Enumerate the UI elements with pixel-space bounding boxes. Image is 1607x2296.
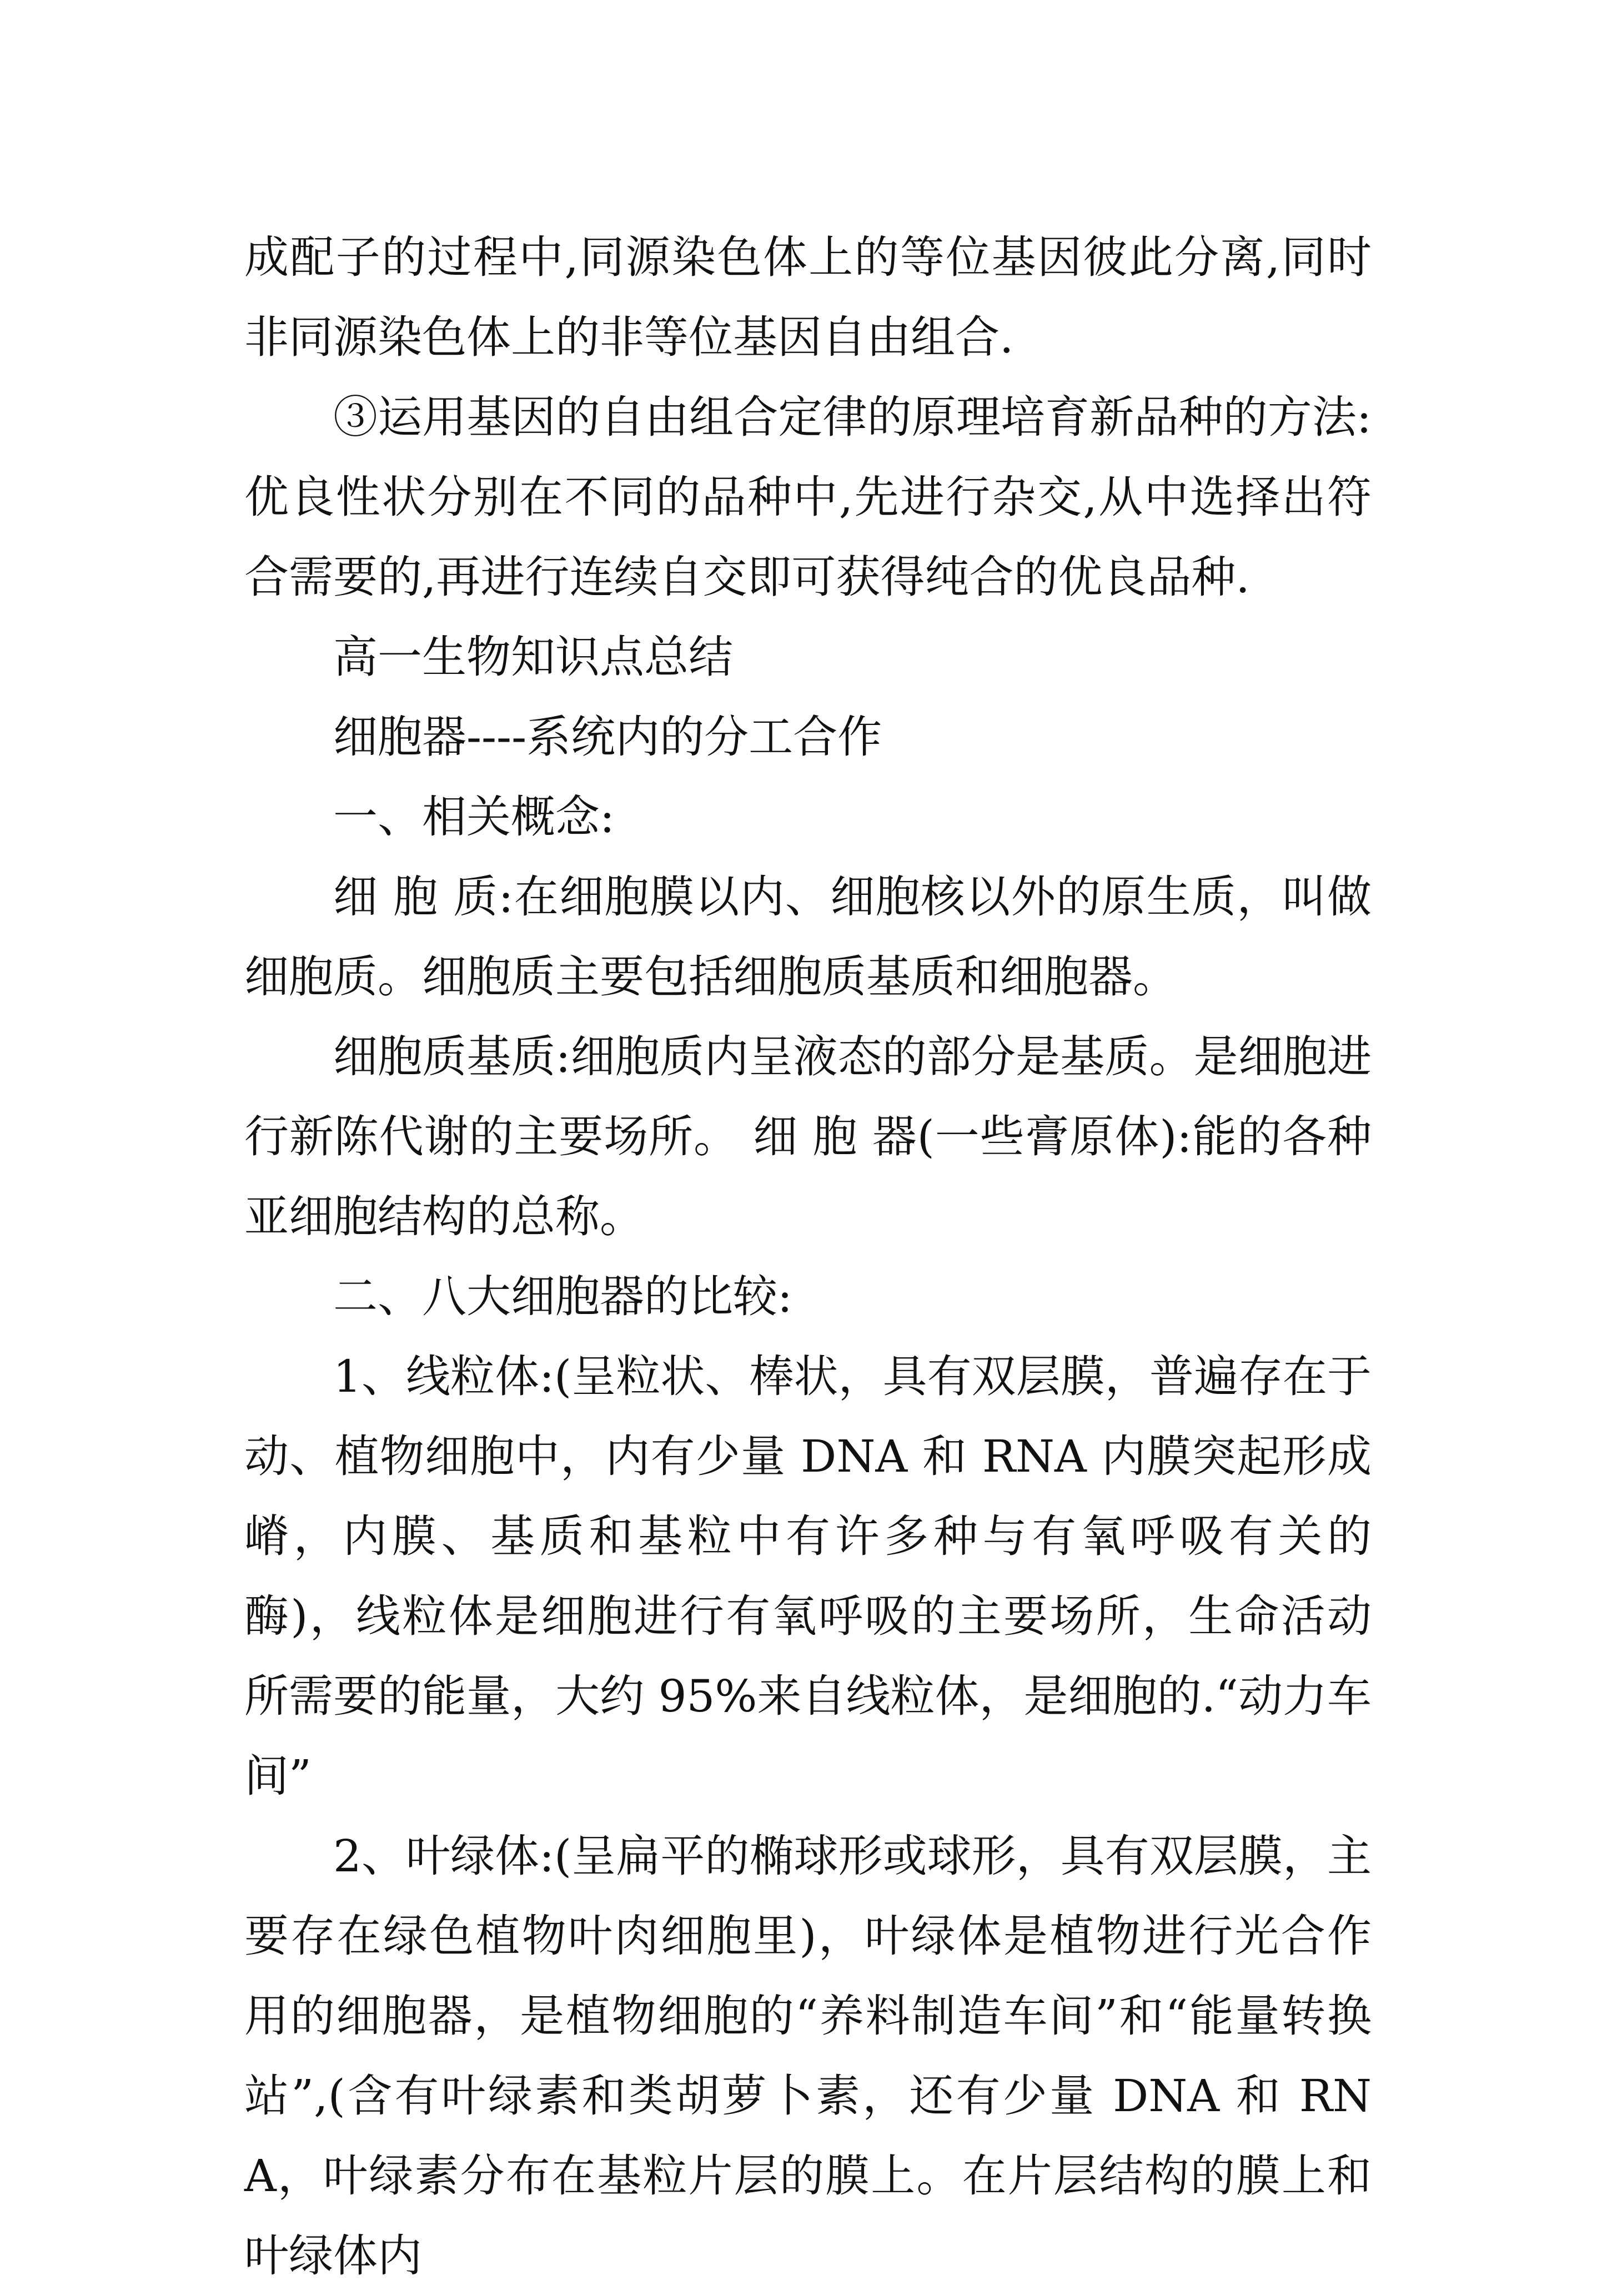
heading-related-concepts: 一、相关概念:	[333, 791, 615, 843]
paragraph-cytosol: 细胞质基质:细胞质内呈液态的部分是基质。是细胞进行新陈代谢的主要场所。 细 胞 器(一些膏原体):能的各种亚细胞结构的总称。	[244, 1031, 1372, 1242]
paragraph-breeding-method: ③运用基因的自由组合定律的原理培育新品种的方法:优良性状分别在不同的品种中,先进行杂交,从中选择出符合需要的,再进行连续自交即可获得纯合的优良品种.	[244, 391, 1372, 603]
subsection-heading: 细胞器----系统内的分工合作	[333, 711, 882, 763]
heading-organelle-comparison: 二、八大细胞器的比较:	[333, 1271, 792, 1322]
document-page	[244, 218, 1372, 2296]
paragraph-meiosis-continued: 成配子的过程中,同源染色体上的等位基因彼此分离,同时非同源染色体上的非等位基因自由组合.	[244, 231, 1372, 363]
paragraph-cytoplasm: 细 胞 质:在细胞膜以内、细胞核以外的原生质，叫做细胞质。细胞质主要包括细胞质基质和细胞器。	[244, 871, 1372, 1003]
paragraph-chloroplast: 2、叶绿体:(呈扁平的椭球形或球形，具有双层膜，主要存在绿色植物叶肉细胞里)，叶绿体是植物进行光合作用的细胞器，是植物细胞的“养料制造车间”和“能量转换站”,(含有叶绿素和类胡萝卜素，还有少量 DNA 和 RNA，叶绿素分布在基粒片层的膜上。在片层结构的膜上和叶绿体内	[244, 1830, 1372, 2282]
paragraph-mitochondria: 1、线粒体:(呈粒状、棒状，具有双层膜，普遍存在于动、植物细胞中，内有少量 DNA 和 RNA 内膜突起形成嵴，内膜、基质和基粒中有许多种与有氧呼吸有关的酶)，线粒体是细胞进行有氧呼吸的主要场所，生命活动所需要的能量，大约 95%来自线粒体，是细胞的.“动力车间”	[244, 1351, 1372, 1802]
section-heading: 高一生物知识点总结	[333, 631, 733, 683]
